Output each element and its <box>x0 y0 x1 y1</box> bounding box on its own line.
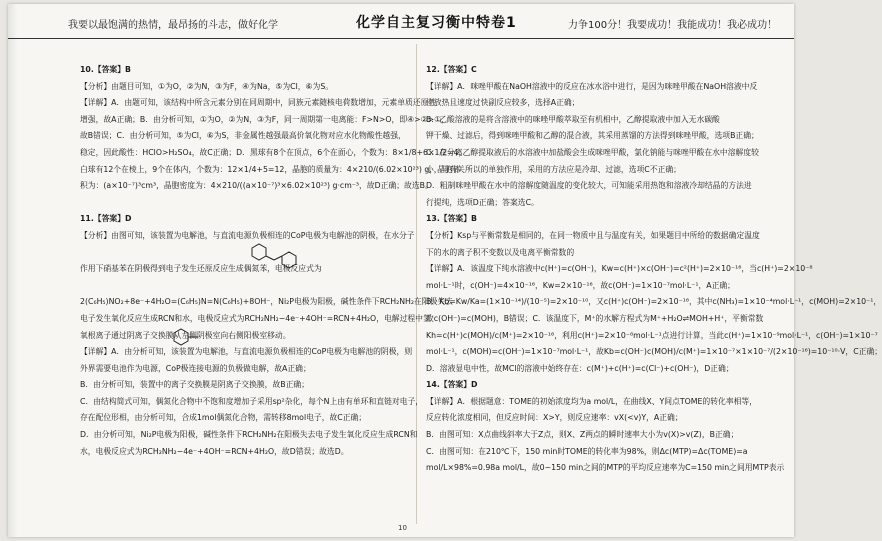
text-line: B．乙酸溶液的是将含溶液中的咪唑甲酸萃取至有机相中，乙醇提取液中加入无水碳酸 <box>426 114 720 124</box>
azobenzene-structure-icon <box>244 244 304 270</box>
text-line: 【分析】由题目可知，①为O，②为N，③为F，④为Na，⑤为Cl，⑥为S。 <box>80 81 334 91</box>
exam-page <box>8 4 882 537</box>
text-line: 增强，故A正确；B．由分析可知，①为O，②为N，③为F，同一周期第一电离能：F>N>O，即④>②>①， <box>80 114 449 124</box>
text-line: D．溶液显电中性，故MCl的溶液中始终存在：c(M⁺)+c(H⁺)=c(Cl⁻)+c(OH⁻)，D正确； <box>426 363 734 373</box>
answer-heading: 10.【答案】B <box>80 65 131 74</box>
text-line: 故B错误；C．由分析可知，⑤为Cl，⑥为S，非金属性越强最高价氧化物对应水化物酸性越强， <box>80 131 406 141</box>
text-line: 【分析】Ksp与平衡常数是相同的，在同一物质中且与温度有关，如果题目中所给的数据确定温度 <box>426 230 760 240</box>
text-line: 反应转化浓度相同，但反应时间：X>Y，则反应速率：vX(<v)Y，A正确； <box>426 413 683 423</box>
text-line: 外界需要电池作为电源，CoP极连接电源的负极做电解，故A正确； <box>80 363 311 373</box>
text-line: B．由分析可知，装置中的离子交换膜是阴离子交换膜，故B正确； <box>80 380 310 390</box>
answer-heading: 14.【答案】D <box>426 380 478 390</box>
text-line: 【分析】由图可知，该装置为电解池，与直流电源负极相连的CoP电极为电解池的阴极，在水分子 <box>80 230 415 240</box>
text-line: B．Kb=Kw/Ka=(1×10⁻¹⁴)/(10⁻⁵)=2×10⁻¹⁰，又c(H⁺)c(OH⁻)=2×10⁻¹⁶，其中c(NH₃)=1×10⁻⁴mol·L⁻¹，c(MOH)=2×10⁻¹， <box>426 297 882 307</box>
text-line: D．由分析可知，Ni₂P电极为阳极，碱性条件下RCH₂NH₂在阳极失去电子发生氧化反应生成RCN和 <box>80 430 418 440</box>
text-line: C．在分离乙醇提取液后的水溶液中加盐酸会生成咪唑甲酸，氯化钠能与咪唑甲酸在水中溶解度较 <box>426 147 759 157</box>
text-line: mol·L⁻¹时，c(OH⁻)=4×10⁻¹⁶，Kw=2×10⁻¹⁶，故c(OH⁻)=1×10⁻⁷mol·L⁻¹，A正确； <box>426 280 735 290</box>
nitrobenzene-structure-icon <box>168 327 212 353</box>
answer-heading: 11.【答案】D <box>80 214 132 224</box>
text-line: 下的水的离子积不变数以及电离平衡常数的 <box>426 247 575 257</box>
scan-shadow <box>8 4 18 537</box>
text-line: 积为：(a×10⁻⁷)³cm³，晶胞密度为：4×210/((a×10⁻⁷)³×6.02×10²³) g·cm⁻³，故D正确；故选B。 <box>80 181 433 191</box>
header-motto-right: 力争100分！我要成功！我能成功！我必成功！ <box>568 20 778 31</box>
text-line: 稳定，因此酸性：HClO>H₂SO₄，故C正确；D．黑球有8个在顶点，6个在面心，个数为：8×1/8+6×1/2=4， <box>80 147 467 157</box>
header-motto-left: 我要以最饱满的热情，最昂扬的斗志，做好化学 <box>68 20 278 31</box>
header-title: 化学自主复习衡中特卷1 <box>356 15 517 31</box>
text-line: 作用下硝基苯在阴极得到电子发生还原反应生成偶氮苯，电极反应式为 <box>80 264 322 274</box>
text-line: 【详解】A．咪唑甲酸在NaOH溶液中的反应在冰水浴中进行，是因为咪唑甲酸在NaOH溶液中反 <box>426 81 758 91</box>
text-line: 电子发生氧化反应生成RCN和水，电极反应式为RCH₂NH₂−4e⁻+4OH⁻=RCN+4H₂O，电解过程中氢 <box>80 313 431 323</box>
text-line: 白球有12个在棱上，9个在体内，个数为：12×1/4+5=12，晶胞的质量为：4×210/(6.02×10²³) g，晶胞体 <box>80 164 461 174</box>
text-line: B．由图可知：X点曲线斜率大于Z点，则X、Z两点的瞬时速率大小为v(X)>v(Z)，B正确； <box>426 430 739 440</box>
answer-heading: 13.【答案】B <box>426 214 477 224</box>
text-line: 故c(OH⁻)=c(MOH)，B错误；C．该温度下，M⁺的水解方程式为M⁺+H₂O⇌MOH+H⁺，平衡常数 <box>426 313 764 323</box>
page-header <box>8 4 794 39</box>
text-line: Kh=c(H⁺)c(MOH)/c(M⁺)=2×10⁻¹⁶，利用c(H⁺)=2×10⁻⁸mol·L⁻¹点进行计算，当此c(H⁺)=1×10⁻⁹mol·L⁻¹，c(OH⁻)=1×10⁻⁷ <box>426 330 878 340</box>
text-line: 【详解】A．由题可知，该结构中所含元素分别在同周期中，同族元素随核电荷数增加，元素单质还原性 <box>80 98 437 108</box>
text-line: 【详解】A．根据题意：TOME的初始浓度均为a mol/L，在曲线X、Y间点TOME的转化率相等， <box>426 396 758 406</box>
text-line: 存在配位形相，由分析可知，合成1mol偶氮化合物，需转移8mol电子，故C正确； <box>80 413 367 423</box>
text-line <box>80 278 445 295</box>
text-line: 小，与有关所以的单独作用，采用的方法应是冷却、过滤，选项C不正确； <box>426 164 681 174</box>
text-line: mol/L×98%=0.98a mol/L，故0~150 min之间的MTP的平均反应速率为C=150 min之间用MTP表示 <box>426 463 785 473</box>
right-column <box>426 62 882 477</box>
text-line: C．由图可知：在210℃下，150 min时TOME的转化率为98%，则Δc(MTP)=Δc(TOME)=a <box>426 446 748 456</box>
text-line: C．由结构简式可知，偶氮化合物中不饱和度增加子采用sp²杂化，每个N上由有单环和直链对电子， <box>80 396 424 406</box>
text-line: D．粗制咪唑甲酸在水中的溶解度随温度的变化较大，可知能采用热饱和溶液冷却结晶的方法进 <box>426 181 752 191</box>
text-line: 2(C₆H₅)NO₂+8e⁻+4H₂O=(C₆H₅)N=N(C₆H₅)+8OH⁻，Ni₂P电极为阳极，碱性条件下RCH₂NH₂在阳极失去 <box>80 297 453 307</box>
text-line: 行提纯，选项D正确；答案选C。 <box>426 197 539 207</box>
text-line: 【详解】A．由分析可知，该装置为电解池，与直流电源负极相连的CoP电极为电解池的阴极，则 <box>80 347 413 357</box>
text-line: 氧根离子通过阴离子交换膜从左侧阴极室向右侧阳极室移动。 <box>80 330 291 340</box>
text-line: 应放热且速度过快副反应较多，选择A正确； <box>426 98 580 108</box>
text-line: 水，电极反应式为RCH₂NH₂−4e⁻+4OH⁻=RCN+4H₂O，故D错误；故选D。 <box>80 446 349 456</box>
text-line: 钾干燥、过滤后，得到咪唑甲酸和乙醇的混合液，其采用蒸馏的方法得到咪唑甲酸，选项B正确； <box>426 131 759 141</box>
text-line <box>80 195 445 212</box>
page-number: 10 <box>398 524 407 532</box>
answer-heading: 12.【答案】C <box>426 65 477 74</box>
text-line: mol·L⁻¹，c(MOH)=c(OH⁻)=1×10⁻⁷mol·L⁻¹，故Kb=c(OH⁻)c(MOH)/c(M⁺)=1×10⁻⁷×1×10⁻⁷/(2×10⁻¹⁶)=10⁻¹⁰·V，C正确； <box>426 347 882 357</box>
text-line: 【详解】A．该温度下纯水溶液中c(H⁺)=c(OH⁻)，Kw=c(H⁺)×c(OH⁻)=c²(H⁺)=2×10⁻¹⁶，当c(H⁺)=2×10⁻⁸ <box>426 264 813 274</box>
